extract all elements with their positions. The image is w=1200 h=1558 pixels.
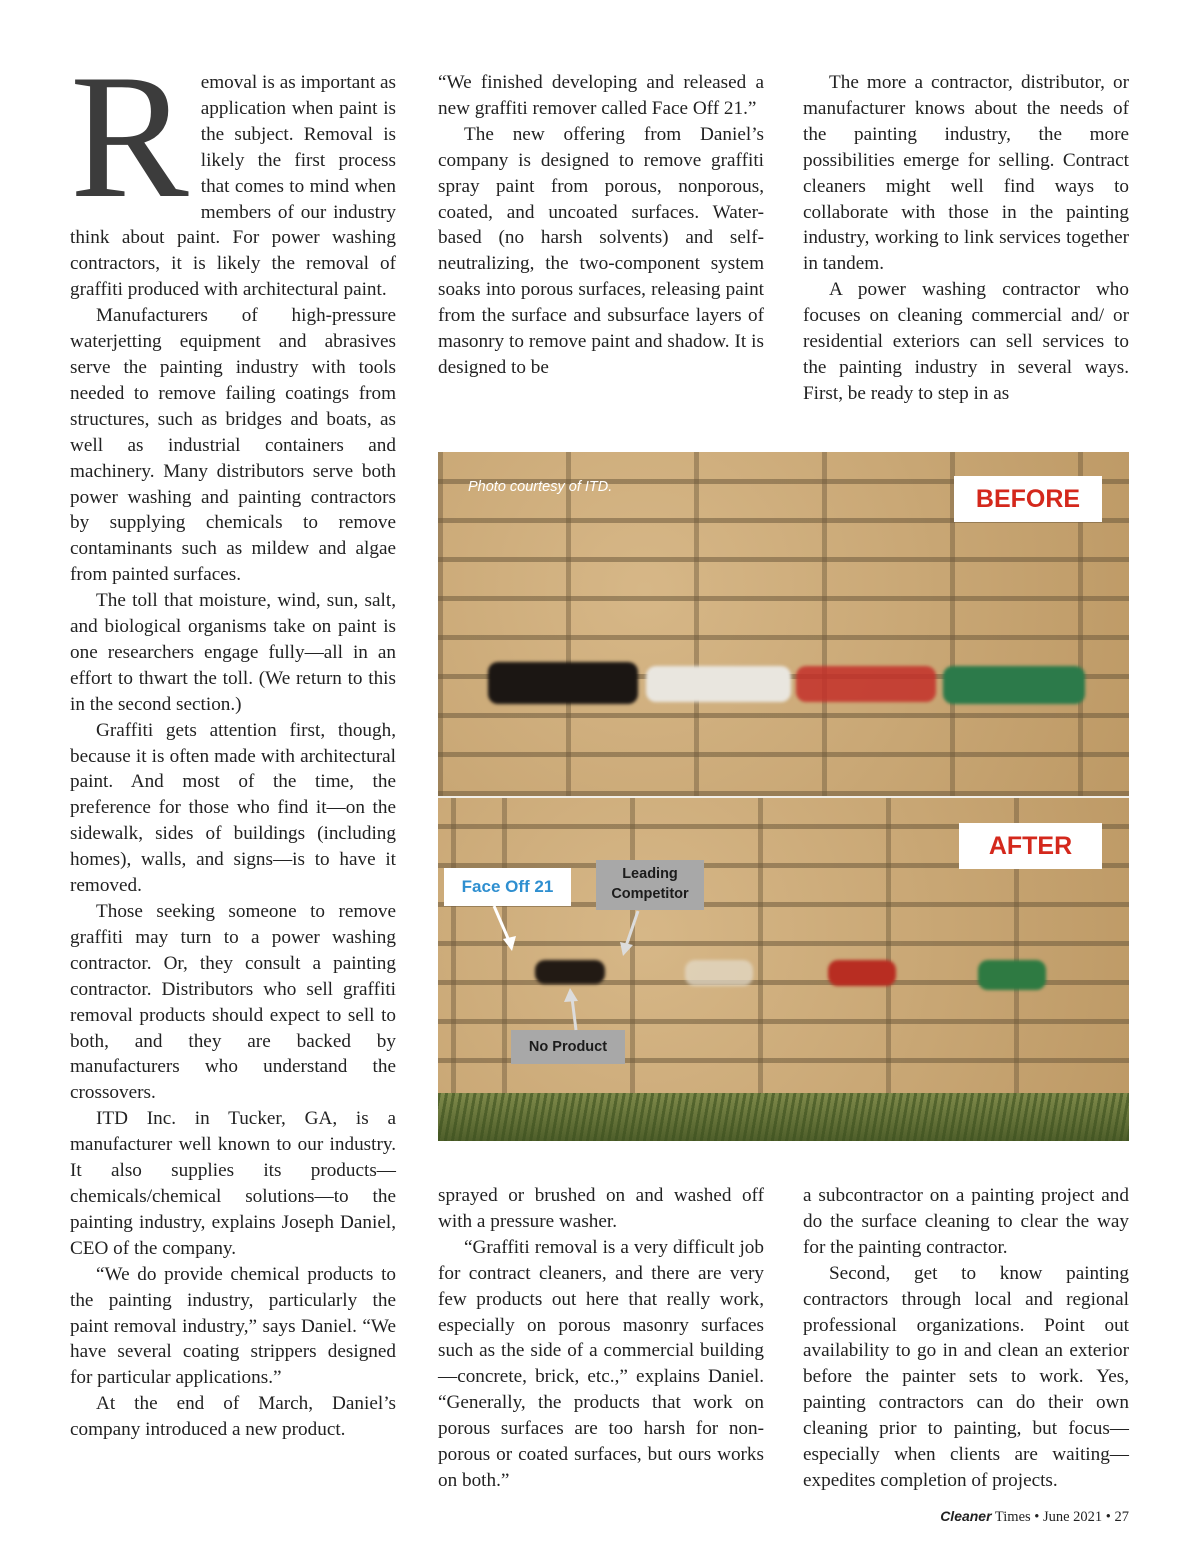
paragraph: The more a contractor, distributor, or manufacturer knows about the needs of the painting industry, the more possibilities emerge for selling. Contract cleaners might well find ways to collaborate with those in the painting industry, working to link services together in tandem. — [803, 72, 1129, 275]
paragraph: “We do provide chemical products to the painting industry, particularly the paint removal industry,” says Daniel. “We have several coating strippers designed for particular applications.” — [70, 1263, 396, 1389]
drop-cap: R — [70, 37, 189, 235]
paragraph: Those seeking someone to remove graffiti may turn to a power washing contractor. Or, they consult a painting contractor. Distributors who sell graffiti removal products should expect to sell to both, and they are backed by manufacturers who understand the crossovers. — [70, 901, 396, 1104]
paragraph: The toll that moisture, wind, sun, salt, and biological organisms take on paint is one researchers engage fully—all in an effort to thwart the toll. (We return to this in the second section.) — [70, 590, 396, 715]
article-column-3-bottom — [803, 1183, 1129, 1494]
green-residue — [978, 960, 1046, 990]
paragraph: ITD Inc. in Tucker, GA, is a manufacturer well known to our industry. It also supplies its products—chemicals/chemical solutions—to the painting industry, explains Joseph Daniel, CEO of the company. — [70, 1108, 396, 1259]
competitor-label: Leading Competitor — [596, 860, 704, 910]
red-residue — [828, 960, 896, 986]
grass-strip — [438, 1093, 1129, 1141]
photo-credit: Photo courtesy of ITD. — [468, 479, 613, 495]
article-column-2-top — [438, 70, 764, 381]
before-label: BEFORE — [954, 476, 1102, 522]
paragraph: “We finished developing and released a new graffiti remover called Face Off 21.” — [438, 72, 764, 119]
green-paint-stripe — [943, 666, 1085, 704]
paragraph: sprayed or brushed on and washed off with a pressure washer. — [438, 1185, 764, 1232]
paragraph: Graffiti gets attention first, though, because it is often made with architectural paint. And most of the time, the preference for those who find it—on the sidewalk, sides of buildings (including homes), walls, and signs—is to have it removed. — [70, 719, 396, 897]
paragraph: At the end of March, Daniel’s company introduced a new product. — [70, 1393, 396, 1441]
paragraph: Second, get to know painting contractors through local and regional professional organizations. Point out availability to go in and clean an exterior before the painter sets to work. Yes, painting contractors can do their own cleaning prior to painting, but focus—especially when clients are waiting—expedites completion of projects. — [803, 1262, 1129, 1491]
red-paint-stripe — [796, 666, 936, 702]
article-column-2-bottom — [438, 1183, 764, 1494]
magazine-brand: Cleaner — [940, 1508, 992, 1524]
after-label: AFTER — [959, 823, 1102, 869]
arrow-icon — [488, 903, 528, 953]
arrow-icon — [616, 908, 646, 958]
after-panel — [438, 798, 1129, 1141]
black-residue — [535, 960, 605, 984]
footer-issue-page: Times • June 2021 • 27 — [991, 1509, 1129, 1525]
before-after-photo — [438, 452, 1129, 1141]
paragraph: The new offering from Daniel’s company is designed to remove graffiti spray paint from porous, nonporous, coated, and uncoated surfaces. Water-based (no harsh solvents) and self-neutralizing, the two-component system soaks into porous surfaces, releasing paint from the surface and subsurface layers of masonry to remove paint and shadow. It is designed to be — [438, 123, 764, 378]
paragraph: “Graffiti removal is a very difficult job for contract cleaners, and there are very few products out here that really work, especially on porous masonry surfaces such as the side of a commercial building—concrete, brick, etc.,” explains Daniel. “Generally, the products that work on porous surfaces are too harsh for non-porous or coated surfaces, but ours works on both.” — [438, 1236, 764, 1491]
paragraph: Manufacturers of high-pressure waterjetting equipment and abrasives serve the painting industry with tools needed to remove failing coatings from structures, such as bridges and boats, as well as industrial containers and machinery. Many distributors serve both power washing and painting contractors by supplying chemicals to remove contaminants such as mildew and algae from painted surfaces. — [70, 305, 396, 586]
arrow-icon — [560, 986, 590, 1032]
white-residue — [685, 960, 753, 986]
paragraph: a subcontractor on a painting project and do the surface cleaning to clear the way for the painting contractor. — [803, 1185, 1129, 1258]
paragraph-text: emoval is as important as application when paint is the subject. Removal is likely the first process that comes to mind when members of our industry think about paint. For power washing contractors, it is likely the removal of graffiti produced with architectural paint. — [70, 72, 396, 301]
paragraph: A power washing contractor who focuses on cleaning commercial and/ or residential exteriors can sell services to the painting industry in several ways. First, be ready to step in as — [803, 279, 1129, 404]
article-column-1 — [70, 37, 396, 1443]
no-product-label: No Product — [511, 1030, 625, 1064]
face-off-label: Face Off 21 — [444, 868, 571, 906]
black-paint-stripe — [488, 662, 638, 704]
paragraph — [70, 37, 396, 303]
white-paint-stripe — [646, 666, 791, 702]
article-column-3-top — [803, 70, 1129, 407]
before-panel — [438, 452, 1129, 796]
page-footer — [940, 1508, 1129, 1526]
